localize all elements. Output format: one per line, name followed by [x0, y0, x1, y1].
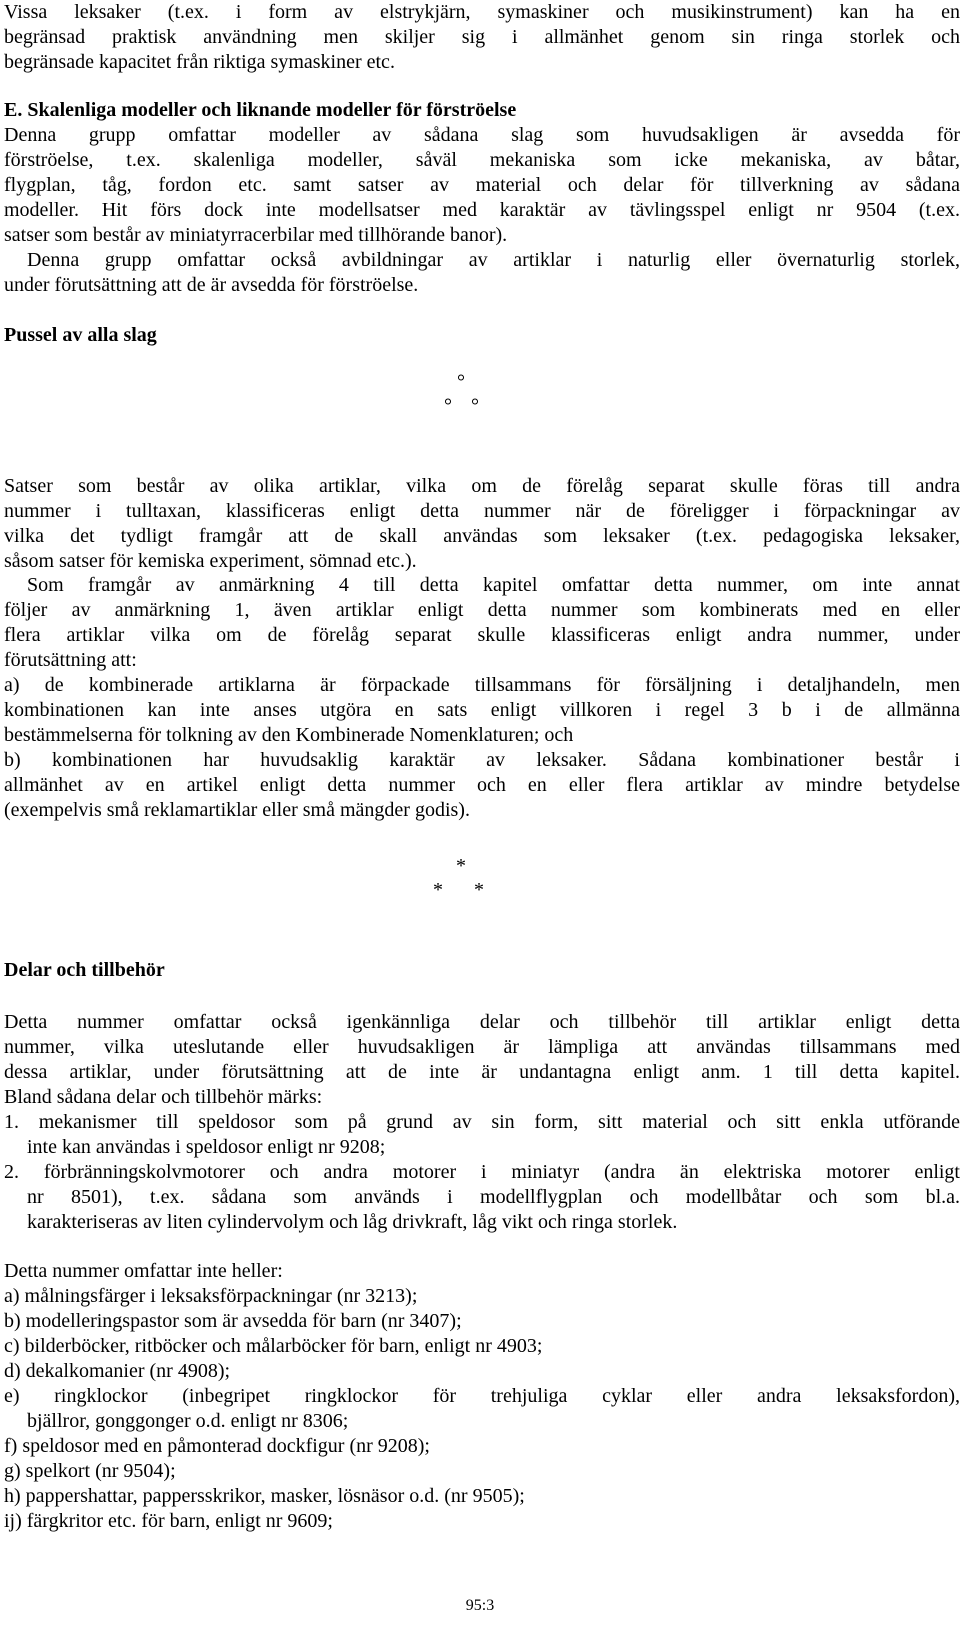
text-line: (exempelvis små reklamartiklar eller små mängder godis).	[4, 799, 470, 821]
text-line: Denna grupp omfattar också avbildningar av artiklar i naturlig eller övernaturlig storlek,	[27, 249, 960, 271]
text-line: följer av anmärkning 1, även artiklar enligt detta nummer som kombinerats med en eller	[4, 599, 960, 621]
text-line: 2. förbränningskolvmotorer och andra motorer i miniatyr (andra än elektriska motorer enligt	[4, 1161, 960, 1183]
section-heading: Pussel av alla slag	[4, 324, 157, 346]
text-line: bestämmelserna för tolkning av den Kombinerade Nomenklaturen; och	[4, 724, 574, 746]
text-line: satser som består av miniatyrracerbilar med tillhörande banor).	[4, 224, 508, 246]
text-line: bjällror, gonggonger o.d. enligt nr 8306;	[27, 1410, 349, 1432]
text-line: kombinationen kan inte anses utgöra en sats enligt villkoren i regel 3 b i de allmänna	[4, 699, 960, 721]
section-heading: E. Skalenliga modeller och liknande modeller för förströelse	[4, 99, 517, 121]
page-number: 95:3	[465, 1597, 495, 1614]
text-line: Bland sådana delar och tillbehör märks:	[4, 1086, 323, 1108]
text-line: Detta nummer omfattar också igenkännliga delar och tillbehör till artiklar enligt detta	[4, 1011, 960, 1033]
text-line: 1. mekanismer till speldosor som på grund av sin form, sitt material och sitt enkla utförande	[4, 1111, 960, 1133]
text-line: c) bilderböcker, ritböcker och målarböcker för barn, enligt nr 4903;	[4, 1335, 543, 1357]
circle-divider-right: °	[471, 395, 479, 417]
text-line: modeller. Hit förs dock inte modellsatser med karaktär av tävlingsspel enligt nr 9504 (t.ex.	[4, 199, 960, 221]
asterisk-divider-right: *	[474, 879, 484, 901]
text-line: f) speldosor med en påmonterad dockfigur (nr 9208);	[4, 1435, 430, 1457]
text-line: begränsade kapacitet från riktiga symaskiner etc.	[4, 51, 395, 73]
asterisk-divider-left: *	[433, 879, 443, 901]
text-line: h) pappershattar, pappersskrikor, masker, lösnäsor o.d. (nr 9505);	[4, 1485, 525, 1507]
text-line: g) spelkort (nr 9504);	[4, 1460, 176, 1482]
text-line: såsom satser för kemiska experiment, sömnad etc.).	[4, 550, 417, 572]
text-line: flygplan, tåg, fordon etc. samt satser av material och delar för tillverkning av sådana	[4, 174, 960, 196]
text-line: b) modelleringspastor som är avsedda för barn (nr 3407);	[4, 1310, 462, 1332]
text-line: begränsad praktisk användning men skiljer sig i allmänhet genom sin ringa storlek och	[4, 26, 960, 48]
circle-divider-top: °	[457, 371, 465, 393]
text-line: nummer, vilka uteslutande eller huvudsakligen är lämpliga att användas tillsammans med	[4, 1036, 960, 1058]
text-line: a) målningsfärger i leksaksförpackningar (nr 3213);	[4, 1285, 418, 1307]
text-line: Satser som består av olika artiklar, vilka om de förelåg separat skulle föras till andra	[4, 475, 960, 497]
text-line: allmänhet av en artikel enligt detta nummer och en eller flera artiklar av mindre betydelse	[4, 774, 960, 796]
asterisk-divider-top: *	[456, 855, 466, 877]
text-line: Detta nummer omfattar inte heller:	[4, 1260, 283, 1282]
text-line: dessa artiklar, under förutsättning att de inte är undantagna enligt anm. 1 till detta kapitel.	[4, 1061, 960, 1083]
text-line: karakteriseras av liten cylindervolym och låg drivkraft, låg vikt och ringa storlek.	[27, 1211, 678, 1233]
text-line: under förutsättning att de är avsedda för förströelse.	[4, 274, 419, 296]
text-line: e) ringklockor (inbegripet ringklockor för trehjuliga cyklar eller andra leksaksfordon),	[4, 1385, 960, 1407]
text-line: nummer i tulltaxan, klassificeras enligt detta nummer när de föreligger i förpackningar av	[4, 500, 960, 522]
text-line: nr 8501), t.ex. sådana som används i modellflygplan och modellbåtar och som bl.a.	[27, 1186, 960, 1208]
text-line: flera artiklar vilka om de förelåg separat skulle klassificeras enligt andra nummer, under	[4, 624, 960, 646]
section-heading: Delar och tillbehör	[4, 959, 165, 981]
text-line: Vissa leksaker (t.ex. i form av elstrykjärn, symaskiner och musikinstrument) kan ha en	[4, 1, 960, 23]
text-line: Som framgår av anmärkning 4 till detta kapitel omfattar detta nummer, om inte annat	[27, 574, 960, 596]
text-line: d) dekalkomanier (nr 4908);	[4, 1360, 231, 1382]
text-line: a) de kombinerade artiklarna är förpackade tillsammans för försäljning i detaljhandeln, men	[4, 674, 960, 696]
text-line: Denna grupp omfattar modeller av sådana slag som huvudsakligen är avsedda för	[4, 124, 960, 146]
text-line: förutsättning att:	[4, 649, 137, 671]
text-line: b) kombinationen har huvudsaklig karaktär av leksaker. Sådana kombinationer består i	[4, 749, 960, 771]
text-line: inte kan användas i speldosor enligt nr 9208;	[27, 1136, 386, 1158]
text-line: förströelse, t.ex. skalenliga modeller, såväl mekaniska som icke mekaniska, av båtar,	[4, 149, 960, 171]
text-line: vilka det tydligt framgår att de skall användas som leksaker (t.ex. pedagogiska leksaker,	[4, 525, 960, 547]
text-line: ij) färgkritor etc. för barn, enligt nr 9609;	[4, 1510, 333, 1532]
circle-divider-left: °	[444, 395, 452, 417]
